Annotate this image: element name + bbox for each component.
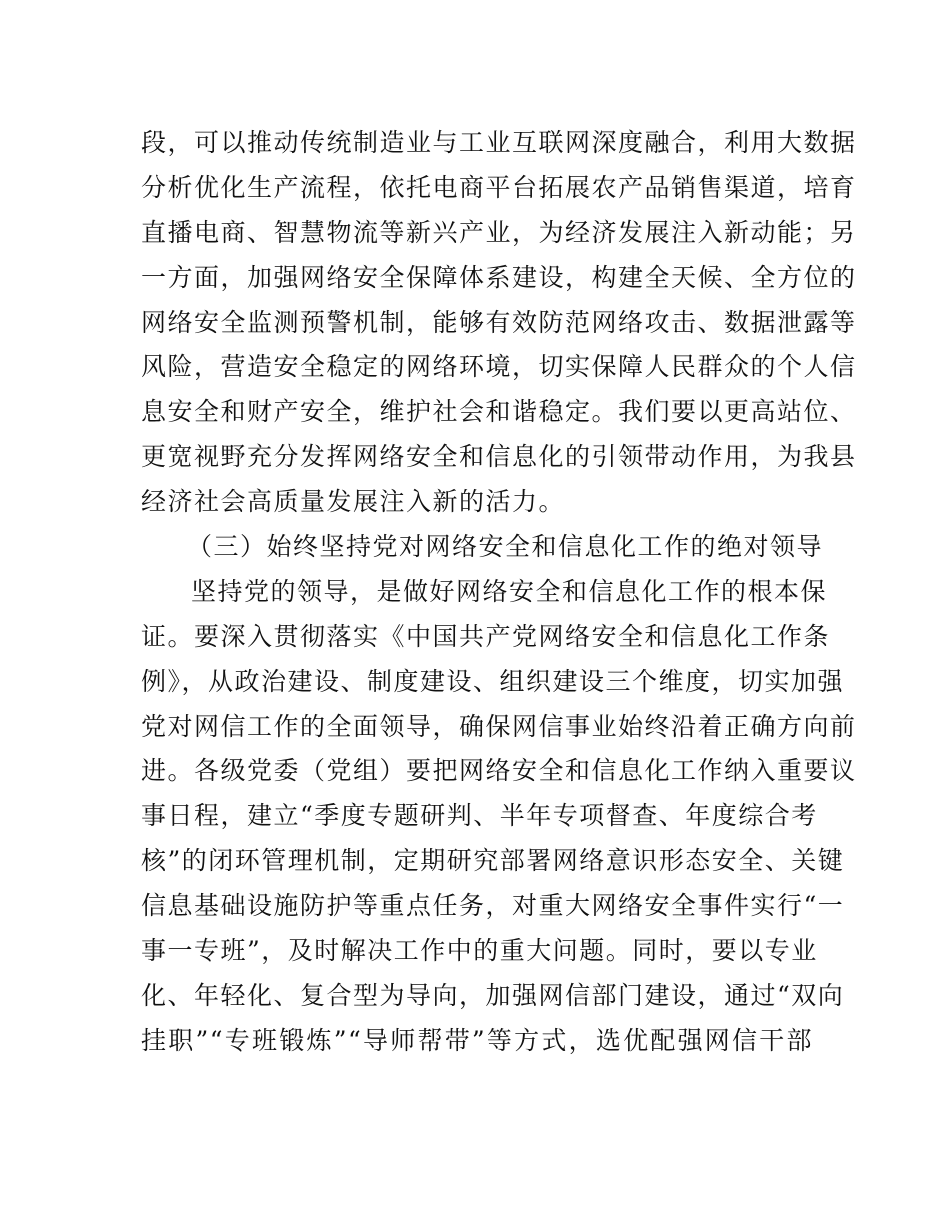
paragraph-line: 息安全和财产安全，维护社会和谐稳定。我们要以更高站位、: [141, 397, 857, 427]
paragraph-line: 经济社会高质量发展注入新的活力。: [141, 487, 566, 517]
paragraph-line: 信息基础设施防护等重点任务，对重大网络安全事件实行“一: [141, 891, 845, 921]
paragraph-line: 党对网信工作的全面领导，确保网信事业始终沿着正确方向前: [141, 711, 857, 741]
paragraph-line: 一方面，加强网络安全保障体系建设，构建全天候、全方位的: [141, 262, 857, 292]
paragraph-line: 更宽视野充分发挥网络安全和信息化的引领带动作用，为我县: [141, 442, 857, 472]
paragraph-line: 事日程，建立“季度专题研判、半年专项督查、年度综合考: [141, 801, 818, 831]
paragraph-line: 化、年轻化、复合型为导向，加强网信部门建设，通过“双向: [141, 980, 845, 1010]
paragraph-party-leadership: [141, 570, 857, 1064]
paragraph-line: 风险，营造安全稳定的网络环境，切实保障人民群众的个人信: [141, 352, 857, 382]
paragraph-line: 分析优化生产流程，依托电商平台拓展农产品销售渠道，培育: [141, 172, 857, 202]
paragraph-line: 例》，从政治建设、制度建设、组织建设三个维度，切实加强: [141, 666, 845, 696]
paragraph-line: 证。要深入贯彻落实《中国共产党网络安全和信息化工作条: [141, 621, 831, 651]
section-heading: （三）始终坚持党对网络安全和信息化工作的绝对领导: [187, 532, 824, 562]
paragraph-line: 网络安全监测预警机制，能够有效防范网络攻击、数据泄露等: [141, 307, 857, 337]
document-body: [141, 121, 857, 1064]
paragraph-economy: [141, 121, 857, 525]
paragraph-line: 进。各级党委（党组）要把网络安全和信息化工作纳入重要议: [141, 756, 857, 786]
paragraph-line: 坚持党的领导，是做好网络安全和信息化工作的根本保: [191, 576, 828, 606]
paragraph-line: 段，可以推动传统制造业与工业互联网深度融合，利用大数据: [141, 128, 857, 157]
paragraph-line: 事一专班”，及时解决工作中的重大问题。同时，要以专业: [141, 936, 818, 966]
paragraph-line: 直播电商、智慧物流等新兴产业，为经济发展注入新动能；另: [141, 217, 857, 247]
paragraph-line: 挂职”“专班锻炼”“导师帮带”等方式，选优配强网信干部: [141, 1025, 813, 1055]
paragraph-line: 核”的闭环管理机制，定期研究部署网络意识形态安全、关键: [141, 846, 845, 876]
